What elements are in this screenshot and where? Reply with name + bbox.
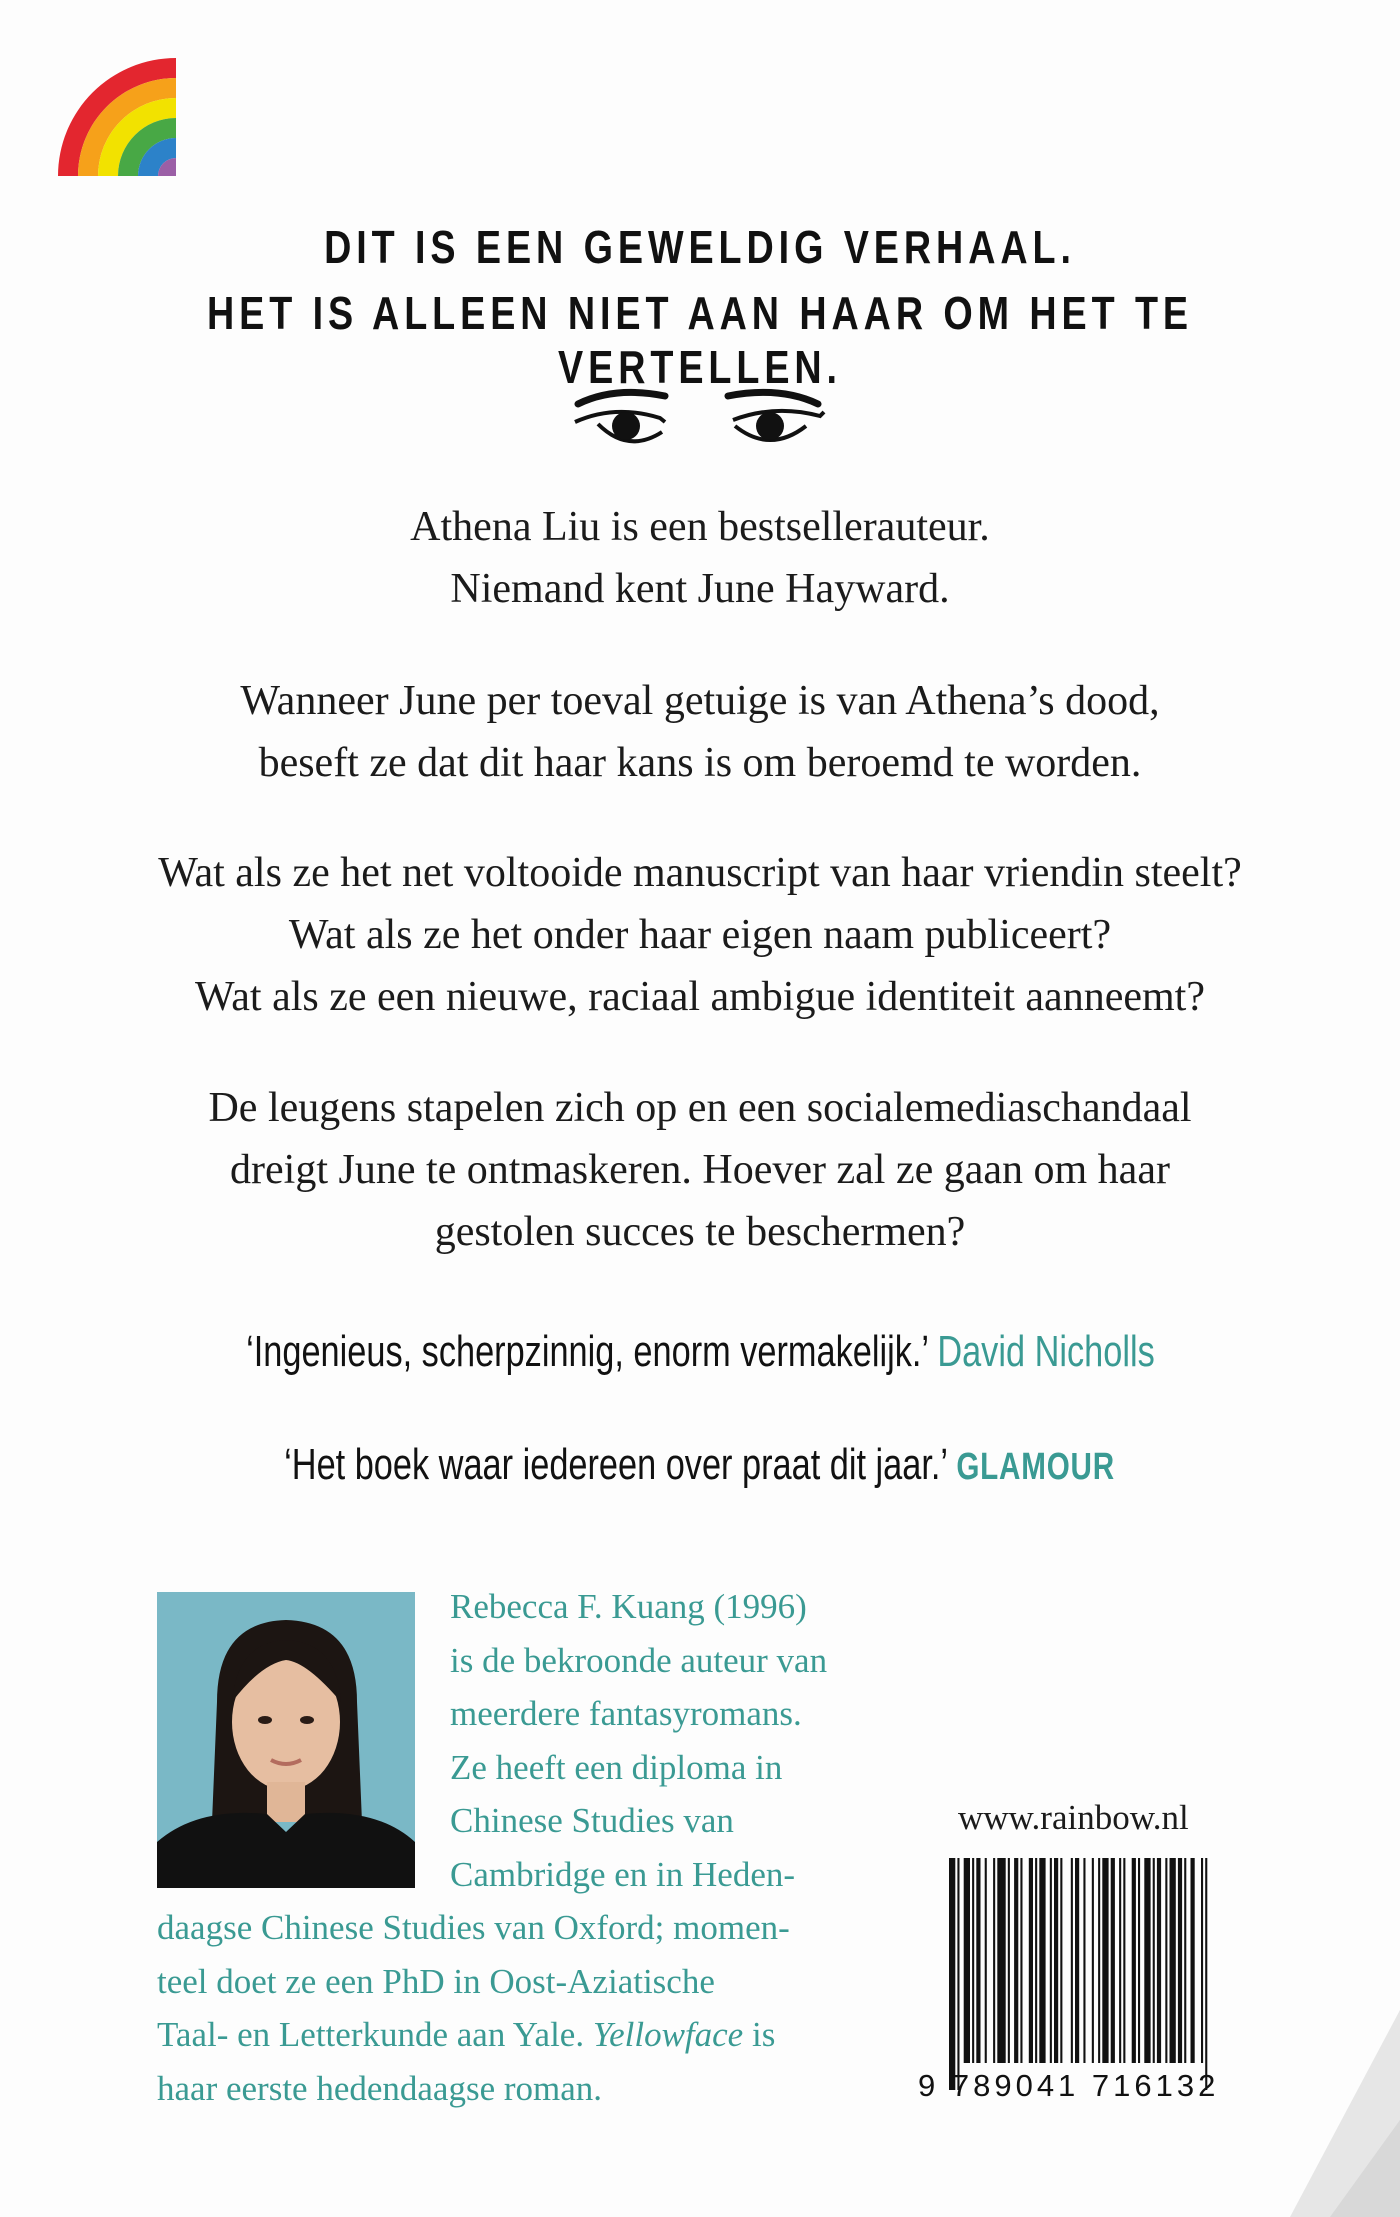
blurb-line: Wat als ze het net voltooide manuscript van haar vriendin steelt? (158, 850, 1242, 896)
quote-source: David Nicholls (936, 1327, 1155, 1376)
eyes-illustration-icon (570, 382, 830, 462)
bio-line: haar eerste hedendaagse roman. (157, 2068, 603, 2108)
review-quote-2 (0, 1440, 1400, 1490)
author-bio-top (450, 1580, 827, 1901)
barcode-bar (997, 1858, 1005, 2063)
barcode-bar (1191, 1858, 1195, 2063)
barcode-bar (972, 1858, 974, 2063)
barcode-bar (1132, 1858, 1136, 2063)
bio-line (157, 2008, 790, 2062)
quote-text: ‘Ingenieus, scherpzinnig, enorm vermakelijk.’ (245, 1327, 928, 1376)
barcode-bar (1123, 1858, 1125, 2063)
barcode-bar (1153, 1858, 1155, 2063)
quote-source: GLAMOUR (956, 1446, 1116, 1488)
barcode-bar (1170, 1858, 1176, 2063)
barcode-bar (976, 1858, 980, 2063)
bio-line: Ze heeft een diploma in (450, 1747, 783, 1787)
bio-line: is de bekroonde auteur van (450, 1640, 828, 1680)
barcode-bar (1184, 1858, 1186, 2063)
isbn-number: 9 789041 716132 (918, 2068, 1220, 2103)
bio-line: meerdere fantasyromans. (450, 1694, 802, 1733)
blurb-line: Wat als ze het onder haar eigen naam publiceert? (288, 912, 1112, 958)
author-photo (157, 1592, 415, 1888)
barcode-bar (1178, 1858, 1182, 2063)
book-title: Yellowface (592, 2015, 744, 2054)
bio-text: is (751, 2015, 776, 2054)
barcode-bar (1050, 1858, 1052, 2063)
bio-line: Rebecca F. Kuang (1996) (450, 1587, 807, 1626)
barcode-bar (949, 1858, 955, 2090)
blurb-line: Wanneer June per toeval getuige is van Athena’s dood, (240, 678, 1160, 724)
tagline-line-1: DIT IS EEN GEWELDIG VERHAAL. (324, 221, 1076, 273)
barcode-bar (1157, 1858, 1161, 2063)
tagline-line-2: HET IS ALLEEN NIET AAN HAAR OM HET TE VERTELLEN. (206, 287, 1194, 393)
barcode-bar (985, 1858, 987, 2063)
barcode-bar (964, 1858, 970, 2063)
barcode-bar (1092, 1858, 1094, 2063)
blurb-paragraph-2 (100, 670, 1300, 794)
barcode-bar (1054, 1858, 1058, 2063)
barcode-bar (1111, 1858, 1115, 2063)
barcode-bar (1029, 1858, 1033, 2063)
publisher-website: www.rainbow.nl (958, 1798, 1189, 1837)
blurb-paragraph-4 (100, 1077, 1300, 1263)
blurb-paragraph-3 (100, 842, 1300, 1028)
barcode-bar (1071, 1858, 1073, 2063)
blurb-line: dreigt June te ontmaskeren. Hoever zal ze gaan om haar (230, 1147, 1170, 1193)
bio-text: Taal- en Letterkunde aan Yale. (157, 2015, 585, 2054)
barcode-bar (1014, 1858, 1018, 2063)
barcode-bar (1138, 1858, 1140, 2063)
barcode-bar (1205, 1858, 1207, 2090)
blurb-line: De leugens stapelen zich op en een socialemediaschandaal (208, 1085, 1192, 1131)
bio-line: Chinese Studies van (450, 1801, 734, 1840)
barcode-bar (1098, 1858, 1100, 2063)
blurb-line: Niemand kent June Hayward. (450, 566, 950, 612)
barcode-bar (1201, 1858, 1203, 2063)
barcode-bar (1020, 1858, 1022, 2063)
barcode-bar (993, 1858, 995, 2063)
barcode-bar (1039, 1858, 1045, 2063)
barcode-bar (1060, 1858, 1062, 2063)
blurb-line: beseft ze dat dit haar kans is om beroemd te worden. (258, 740, 1142, 786)
author-bio-bottom (157, 1901, 790, 2115)
blurb-line: Athena Liu is een bestsellerauteur. (410, 504, 990, 550)
rainbow-logo-icon (58, 58, 176, 176)
blurb-paragraph-1 (100, 496, 1300, 620)
barcode-bar (1119, 1858, 1121, 2063)
isbn-barcode (945, 1858, 1245, 2098)
quote-text: ‘Het boek waar iedereen over praat dit jaar.’ (284, 1440, 948, 1489)
barcode-bar (1083, 1858, 1085, 2063)
blurb-line: Wat als ze een nieuwe, raciaal ambigue identiteit aanneemt? (195, 974, 1205, 1020)
barcode-bar (1102, 1858, 1108, 2063)
bio-line: teel doet ze een PhD in Oost-Aziatische (157, 1961, 715, 2001)
barcode-bar (1144, 1858, 1150, 2063)
barcode-bar (1075, 1858, 1079, 2063)
bio-line: Cambridge en in Heden- (450, 1854, 796, 1894)
bio-line: daagse Chinese Studies van Oxford; momen- (157, 1908, 790, 1947)
review-quote-1 (0, 1327, 1400, 1377)
barcode-bar (1165, 1858, 1167, 2063)
barcode-bar (1008, 1858, 1010, 2063)
blurb-line: gestolen succes te beschermen? (434, 1209, 966, 1255)
barcode-bar (1035, 1858, 1037, 2063)
barcode-bar (957, 1858, 959, 2090)
